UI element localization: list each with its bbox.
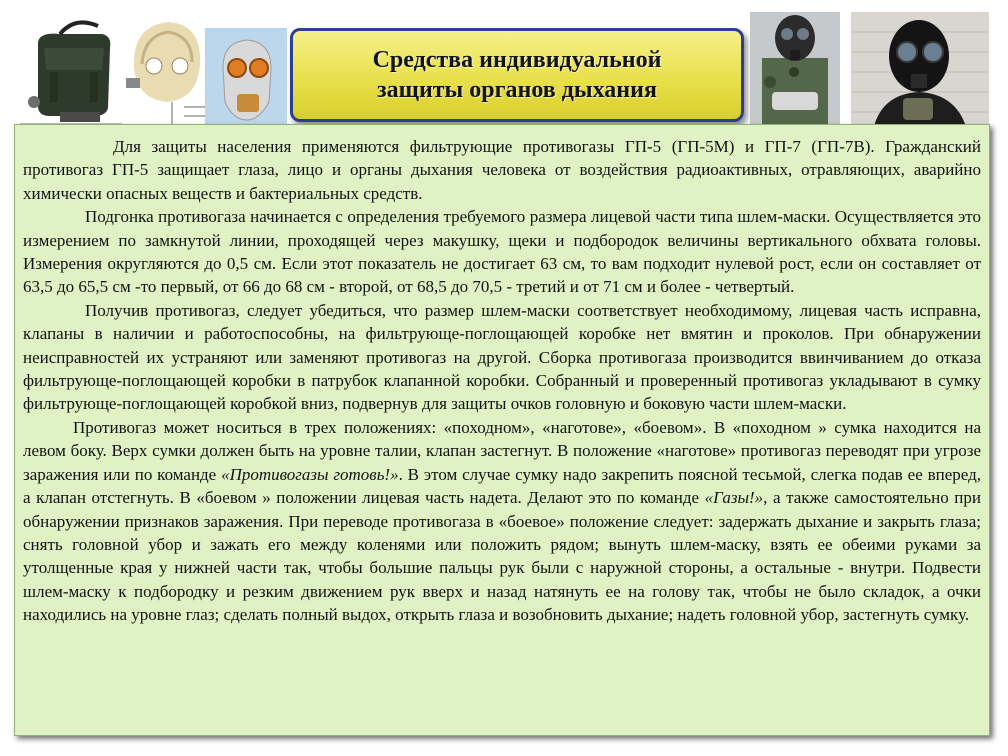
positions-text-2: . В этом случае сумку надо закрепить поясной тесьмой, слегка подав ее вперед, а клапан отстегнуть. В «боевом » положении лицевая часть надета. Делают это по команде xyxy=(23,464,981,508)
gas-mask-picture xyxy=(205,28,287,128)
paragraph-protection: Для защиты населения применяются фильтрующие противогазы ГП-5 (ГП-5М) и ГП-7 (ГП-7В). Гражданский противогаз ГП-5 защищает глаза, лицо и органы дыхания человека от воздействия радиоактивных, отравляющих, аварийно химически опасных веществ и бактериальных средств. xyxy=(23,137,981,203)
paragraph-fitting: Подгонка противогаза начинается с определения требуемого размера лицевой части типа шлем-маски. Осуществляется это измерением по замкнутой линии, проходящей через макушку, щеки и подбородок величины вертикального обхвата головы. Измерения округляются до 0,5 см. Если этот показатель не достигает 63 см, то вам подходит нулевой рост, если он составляет от 63,5 до 65,5 см -то первый, от 66 до 68 см - второй, от 68,5 до 70,5 - третий и от 71 см и более - четвертый. xyxy=(23,207,981,297)
paragraph-inspection: Получив противогаз, следует убедиться, что размер шлем-маски соответствует необходимому, лицевая часть исправна, клапаны в наличии и работоспособны, на фильтрующе-поглощающей коробке нет вмятин и проколов. При обнаружении неисправностей их устраняют или заменяют противогаз на другой. Сборка противогаза производится ввинчиванием до отказа фильтрующе-поглощающей коробки в патрубок клапанной коробки. Собранный и проверенный противогаз укладывают в сумку фильтрующе-поглощающей коробкой вниз, подвернув для защиты очков головную и боковую части шлем-маски. xyxy=(23,300,981,414)
command-gas-masks-ready: «Противогазы готовь!» xyxy=(221,464,399,484)
paragraph-positions xyxy=(23,416,981,627)
gas-mask-bag-picture xyxy=(20,12,130,130)
command-gas: «Газы!» xyxy=(704,488,764,508)
man-in-gas-mask-picture xyxy=(851,12,989,130)
positions-text-3: , а также самостоятельно при обнаружении признаков заражения. При переводе противогаза в «боевое» положение следует: задержать дыхание и закрыть глаза; снять головной убор и зажать его между коленями или положить рядом; вынуть шлем-маску, взять ее обеими руками за утолщенные края у нижней части так, чтобы большие пальцы рук были с наружной стороны, а остальные - внутри. Подвести шлем-маску к подбородку и резким движением рук вверх и назад натянуть ее на голову так, чтобы не было складок, а очки находились на уровне глаз; сделать полный выдох, открыть глаза и возобновить дыхание; надеть головной убор, застегнуть сумку. xyxy=(23,488,981,625)
positions-text-1: Противогаз может носиться в трех положениях: «походном», «наготове», «боевом». В «походном » сумка находится на левом боку. Верх сумки должен быть на уровне талии, клапан застегнут. В положение «наготове» противогаз переводят при угрозе заражения или по команде xyxy=(23,417,981,484)
soldier-in-gas-mask-picture xyxy=(750,12,840,130)
page-title: Средства индивидуальной защиты органов дыхания xyxy=(372,47,662,103)
title-banner xyxy=(290,28,744,122)
gas-mask-diagram-picture xyxy=(122,12,208,130)
main-text-panel xyxy=(14,124,990,736)
